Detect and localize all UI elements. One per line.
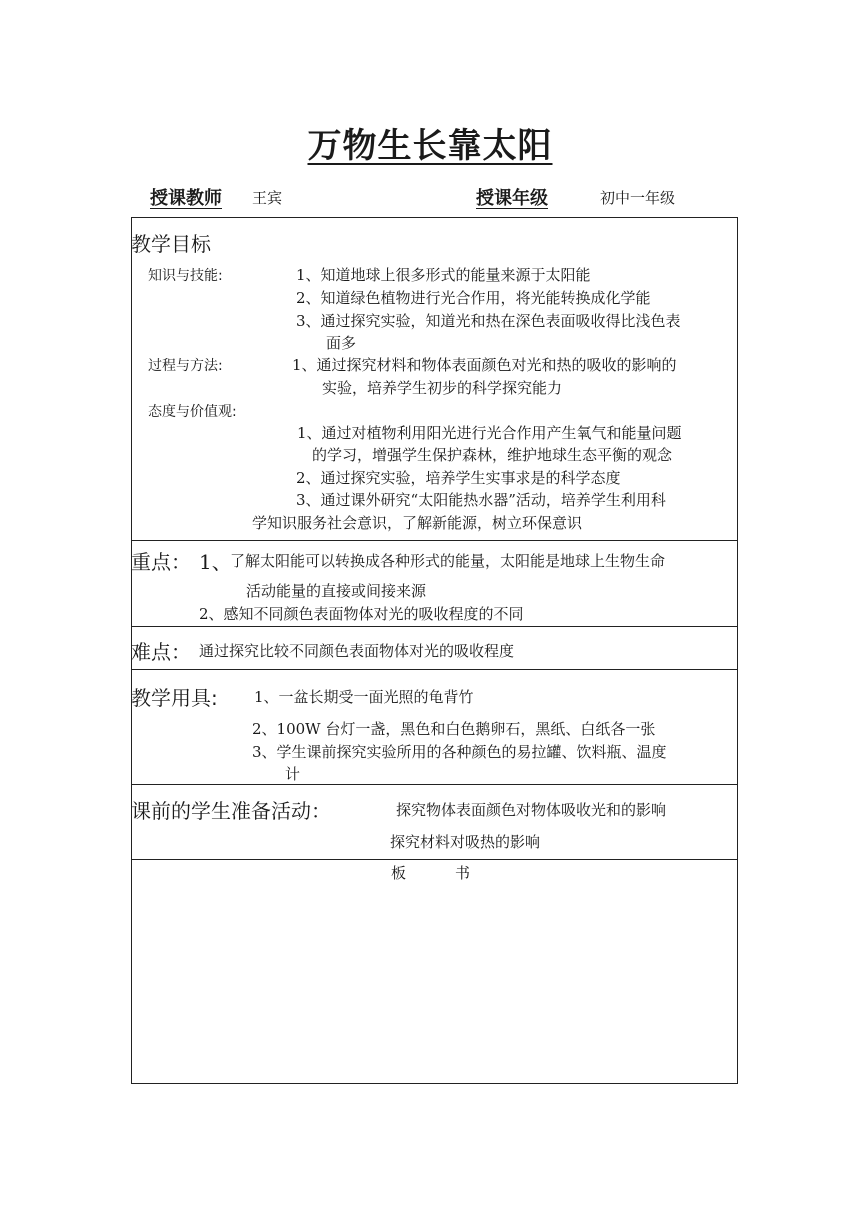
process-item: 实验，培养学生初步的科学探究能力 [322, 379, 563, 397]
row-divider [131, 784, 738, 785]
attitude-item: 2、通过探究实验，培养学生实事求是的科学态度 [296, 469, 621, 487]
teacher-value: 王宾 [252, 189, 283, 207]
knowledge-item: 面多 [326, 334, 357, 352]
tools-item: 1、一盆长期受一面光照的龟背竹 [254, 688, 474, 706]
page-title: 万物生长靠太阳 [307, 126, 553, 166]
grade-label: 授课年级 [476, 188, 548, 209]
row-divider [131, 626, 738, 627]
preparation-label: 课前的学生准备活动： [131, 799, 331, 823]
knowledge-label: 知识与技能: [148, 268, 223, 284]
keypoints-line: 2、感知不同颜色表面物体对光的吸收程度的不同 [199, 605, 524, 623]
row-divider [131, 859, 738, 860]
teacher-label: 授课教师 [150, 188, 222, 209]
attitude-label: 态度与价值观: [148, 404, 237, 420]
preparation-item: 探究物体表面颜色对物体吸收光和的影响 [396, 801, 667, 819]
attitude-item: 1、通过对植物利用阳光进行光合作用产生氧气和能量问题 [297, 424, 682, 442]
knowledge-item: 1、知道地球上很多形式的能量来源于太阳能 [296, 266, 591, 284]
tools-item: 计 [285, 765, 301, 783]
keypoints-line: 活动能量的直接或间接来源 [246, 582, 427, 600]
board-label-left: 板 [391, 864, 407, 882]
knowledge-item: 3、通过探究实验，知道光和热在深色表面吸收得比浅色表 [296, 312, 681, 330]
board-label-right: 书 [455, 864, 471, 882]
board-area [132, 885, 737, 1083]
process-item: 1、通过探究材料和物体表面颜色对光和热的吸收的影响的 [292, 356, 677, 374]
grade-value: 初中一年级 [600, 189, 676, 207]
attitude-item: 3、通过课外研究“太阳能热水器”活动，培养学生利用科 [296, 491, 666, 509]
attitude-item: 的学习，增强学生保护森林，维护地球生态平衡的观念 [312, 446, 673, 464]
knowledge-item: 2、知道绿色植物进行光合作用，将光能转换成化学能 [296, 289, 651, 307]
preparation-item: 探究材料对吸热的影响 [390, 833, 541, 851]
row-divider [131, 669, 738, 670]
keypoints-number: 1、 [199, 550, 232, 574]
tools-label: 教学用具: [131, 686, 218, 710]
keypoints-line: 了解太阳能可以转换成各种形式的能量，太阳能是地球上生物生命 [230, 552, 666, 570]
objectives-heading: 教学目标 [131, 232, 211, 256]
tools-item: 3、学生课前探究实验所用的各种颜色的易拉罐、饮料瓶、温度 [252, 743, 667, 761]
tools-item: 2、100W 台灯一盏，黑色和白色鹅卵石，黑纸、白纸各一张 [252, 720, 656, 738]
keypoints-label: 重点： [131, 550, 191, 574]
difficulty-text: 通过探究比较不同颜色表面物体对光的吸收程度 [199, 642, 515, 660]
difficulty-label: 难点： [131, 640, 191, 664]
row-divider [131, 540, 738, 541]
attitude-item: 学知识服务社会意识，了解新能源，树立环保意识 [252, 514, 583, 532]
process-label: 过程与方法: [148, 358, 223, 374]
